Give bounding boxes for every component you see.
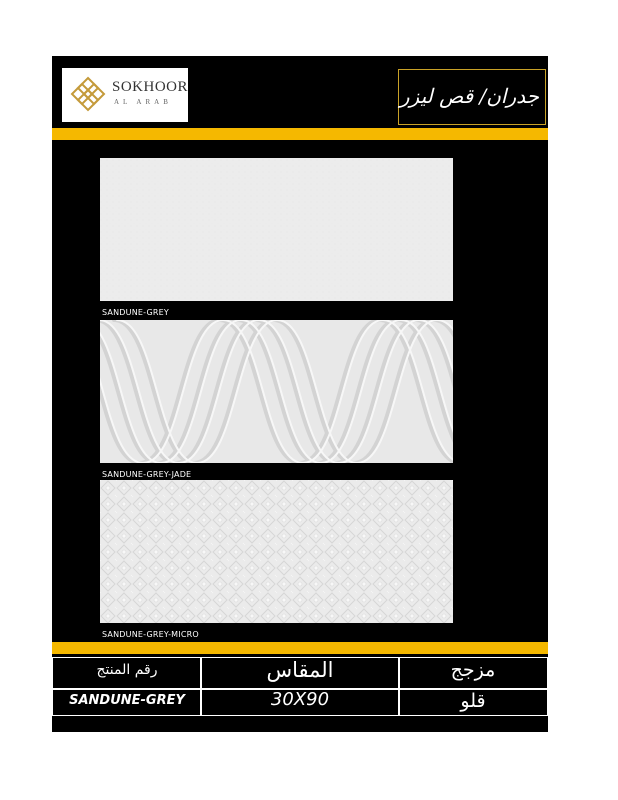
size-cell (200, 657, 400, 716)
size-value: 30X90 (270, 689, 330, 710)
product-code-cell (52, 657, 202, 716)
finish-value: قلو (460, 690, 486, 712)
tile-caption: SANDUNE-GREY-JADE (102, 470, 192, 479)
brand-name: SOKHOOR (112, 79, 189, 95)
tile-image-waves (100, 320, 453, 463)
category-box (398, 69, 546, 125)
size-label: المقاس (266, 658, 334, 682)
finish-label: مزجج (450, 659, 496, 681)
tile-image-plain (100, 158, 453, 301)
finish-cell (398, 657, 548, 716)
gold-divider-top (52, 128, 548, 140)
product-code-label: رقم المنتج (96, 662, 158, 678)
cell-divider (53, 688, 201, 690)
brand-logo (62, 68, 188, 122)
tile-caption: SANDUNE-GREY-MICRO (102, 630, 199, 639)
product-code-value: SANDUNE-GREY (69, 693, 185, 708)
catalog-sheet (52, 56, 548, 732)
brand-subname: AL ARAB (114, 98, 172, 106)
tile-image-micro (100, 480, 453, 623)
brand-logo-mark-icon (68, 74, 108, 114)
gold-divider-bottom (52, 642, 548, 654)
tile-caption: SANDUNE-GREY (102, 308, 170, 317)
bottom-strip (52, 719, 548, 729)
category-title: جدران/ قص ليزر (399, 84, 539, 108)
product-info-table (52, 656, 548, 716)
